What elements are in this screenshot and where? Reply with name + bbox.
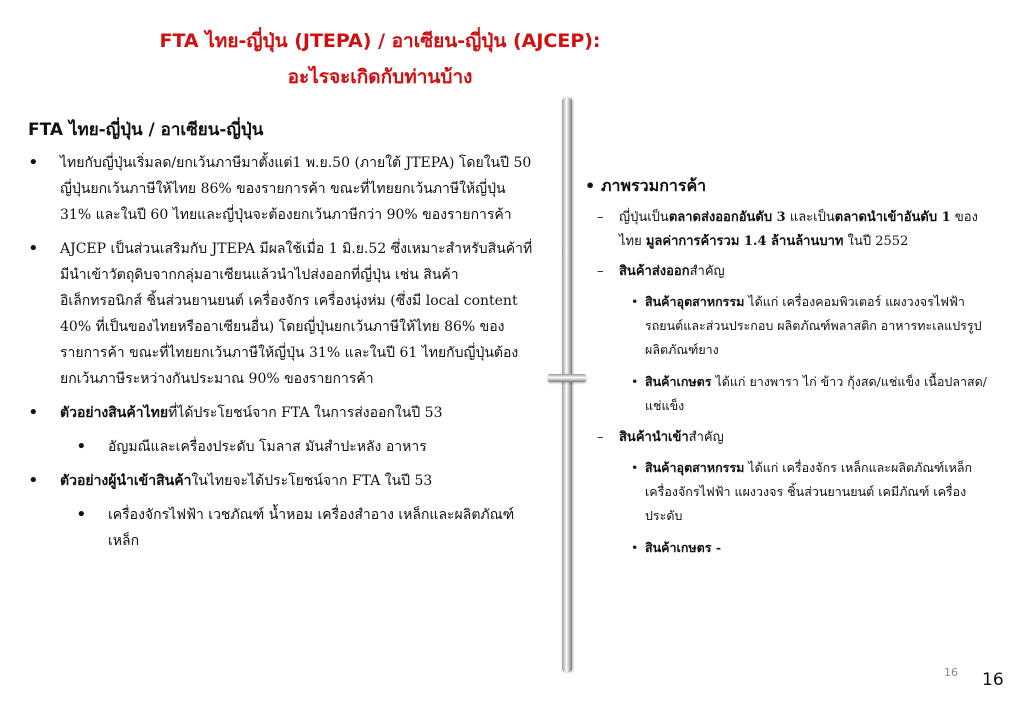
text-a: ญี่ปุ่นเป็น (619, 210, 669, 225)
text-g: ในปี 2552 (843, 234, 909, 249)
exports-bold: สินค้าส่งออก (619, 264, 690, 279)
left-column (28, 150, 538, 562)
import-industrial-bold: สินค้าอุตสาหกรรม (645, 460, 745, 475)
dash-exports (585, 260, 995, 284)
sub-bullet-importers: • เครื่องจักรไฟฟ้า เวชภัณฑ์ น้ำหอม เครื่องสำอาง เหล็กและผลิตภัณฑ์เหล็ก (28, 502, 538, 554)
page-number: 16 (982, 670, 1004, 690)
bullet-thai-exports-text: ที่ได้ประโยชน์จาก FTA ในการส่งออกในปี 53 (168, 405, 443, 421)
right-column (585, 172, 995, 568)
bullet-importers-bold: ตัวอย่างผู้นำเข้าสินค้า (60, 473, 192, 489)
text-c: และเป็น (785, 210, 835, 225)
bullet-jtepa: • ไทยกับญี่ปุ่นเริ่มลด/ยกเว้นภาษีมาตั้งแต่1 พ.ย.50 (ภายใต้ JTEPA) โดยในปี 50 ญี่ปุ่นยกเว้นภาษีให้ไทย 86% ของรายการค้า ขณะที่ไทยยกเว้นภาษีให้ญี่ปุ่น 31% และในปี 60 ไทยและญี่ปุ่นจะต้องยกเว้นภาษีกว่า 90% ของรายการค้า (28, 150, 538, 228)
bullet-thai-exports-bold: ตัวอย่างสินค้าไทย (60, 405, 169, 421)
dot-export-agri (585, 370, 995, 418)
export-agri-bold: สินค้าเกษตร (645, 374, 712, 389)
dot-import-agri (585, 536, 995, 560)
slide-title-line2: อะไรจะเกิดกับท่านบ้าง (287, 66, 473, 88)
bullet-importers (28, 468, 538, 494)
import-agri-bold: สินค้าเกษตร - (645, 540, 722, 555)
dot-export-industrial (585, 290, 995, 362)
slide-title-line1: FTA ไทย-ญี่ปุ่น (JTEPA) / อาเซียน-ญี่ปุ่น (AJCEP): (159, 30, 601, 52)
bullet-thai-exports (28, 400, 538, 426)
page-number-small: 16 (944, 666, 958, 679)
bullet-ajcep: • AJCEP เป็นส่วนเสริมกับ JTEPA มีผลใช้เมื่อ 1 มิ.ย.52 ซึ่งเหมาะสำหรับสินค้าที่มีนำเข้าวัตถุดิบจากกลุ่มอาเซียนแล้วนำไปส่งออกที่ญี่ปุ่น เช่น สินค้าอิเล็กทรอนิกส์ ชิ้นส่วนยานยนต์ เครื่องจักร เครื่องนุ่งห่ม (ซึ่งมี local content 40% ที่เป็นของไทยหรืออาเซียนอื่น) โดยญี่ปุ่นยกเว้นภาษีให้ไทย 86% ของรายการค้า ขณะที่ไทยยกเว้นภาษีให้ญี่ปุ่น 31% และในปี 61 ไทยกับญี่ปุ่นต้องยกเว้นภาษีระหว่างกันประมาณ 90% ของรายการค้า (28, 236, 538, 392)
export-industrial-bold: สินค้าอุตสาหกรรม (645, 294, 745, 309)
imports-bold: สินค้านำเข้า (619, 430, 689, 445)
export-industrial-text: ได้แก่ เครื่องคอมพิวเตอร์ แผงวงจรไฟฟ้า รถยนต์และส่วนประกอบ ผลิตภัณฑ์พลาสติก อาหารทะเลแปรรูป ผลิตภัณฑ์ยาง (645, 294, 982, 357)
trade-overview-heading: • ภาพรวมการค้า (585, 172, 995, 200)
vertical-divider (562, 98, 572, 672)
export-agri-text: ได้แก่ ยางพารา ไก่ ข้าว กุ้งสด/แช่แข็ง เนื้อปลาสด/แช่แข็ง (645, 374, 987, 413)
dash-imports (585, 426, 995, 450)
left-heading: FTA ไทย-ญี่ปุ่น / อาเซียน-ญี่ปุ่น (28, 120, 264, 140)
text-d: ตลาดนำเข้าอันดับ 1 (834, 210, 951, 225)
divider-crossbar (548, 374, 586, 382)
text-e: ของไทย (619, 210, 978, 249)
exports-text: สำคัญ (689, 264, 725, 279)
text-f: มูลค่าการค้ารวม 1.4 ล้านล้านบาท (645, 234, 844, 249)
imports-text: สำคัญ (688, 430, 724, 445)
import-industrial-text: ได้แก่ เครื่องจักร เหล็กและผลิตภัณฑ์เหล็ก เครื่องจักรไฟฟ้า แผงวงจร ชิ้นส่วนยานยนต์ เคมีภัณฑ์ เครื่องประดับ (645, 460, 973, 523)
text-b: ตลาดส่งออกอันดับ 3 (668, 210, 786, 225)
bullet-importers-text: ในไทยจะได้ประโยชน์จาก FTA ในปี 53 (191, 473, 433, 489)
sub-bullet-thai-exports: • อัญมณีและเครื่องประดับ โมลาส มันสำปะหลัง อาหาร (28, 434, 538, 460)
dash-japan-market (585, 206, 995, 254)
dot-import-industrial (585, 456, 995, 528)
